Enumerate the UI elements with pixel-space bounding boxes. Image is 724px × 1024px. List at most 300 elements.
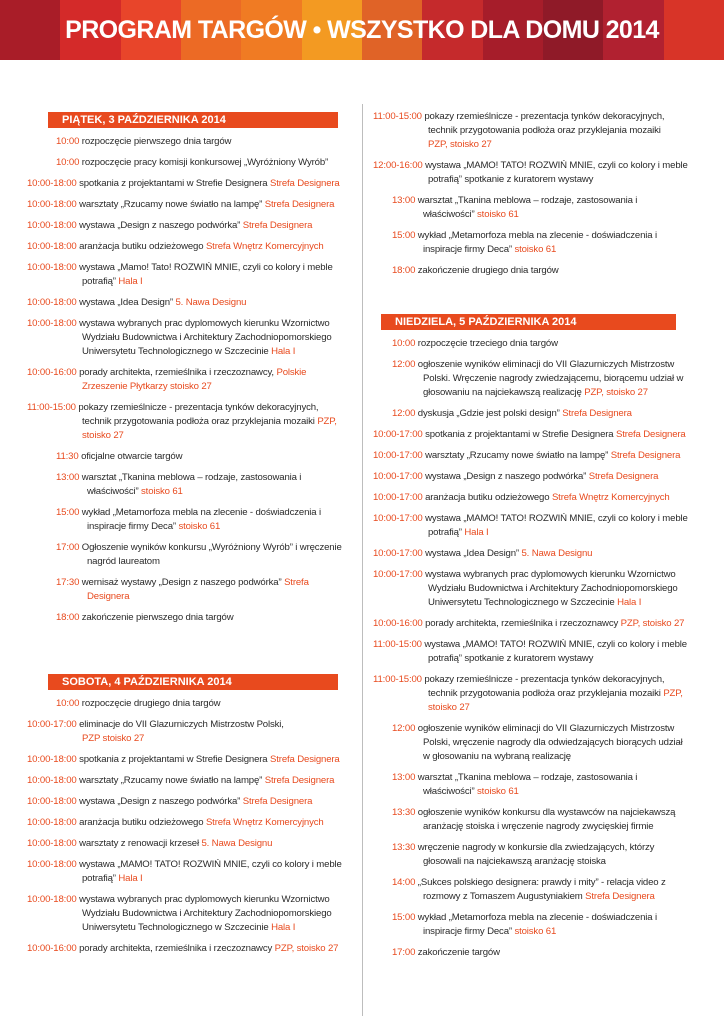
schedule-entry: [56, 156, 328, 170]
entry-text: rozmowy z Tomaszem Augustyniakiem: [423, 891, 586, 902]
entry-time: 10:00-17:00: [373, 569, 423, 580]
schedule-entry: [56, 506, 321, 534]
day-title: SOBOTA, 4 PAŹDZIERNIKA 2014: [62, 676, 232, 688]
location-label: Hala I: [118, 873, 143, 884]
schedule-entry: [56, 541, 342, 569]
schedule-entry: [392, 264, 559, 278]
entry-text: technik przygotowania podłoża oraz przyklejania mozaiki: [82, 416, 318, 427]
entry-time: 11:00-15:00: [373, 674, 422, 685]
entry-text: inspiracje firmy Deca”: [423, 926, 515, 937]
schedule-entry: [392, 407, 632, 421]
entry-text: zakończenie targów: [417, 947, 500, 958]
entry-line: [27, 816, 324, 830]
entry-time: 10:00-18:00: [27, 775, 77, 786]
entry-text: Wydziału Budownictwa i Architektury Zachodniopomorskiego: [82, 908, 332, 919]
entry-line: [27, 753, 340, 767]
location-label: PZP, stoisko 27: [274, 943, 339, 954]
entry-time: 10:00: [56, 136, 80, 147]
entry-text: wystawa wybranych prac dyplomowych kierunku Wzornictwo: [425, 569, 676, 580]
entry-line: [56, 471, 301, 485]
location-label: Hala I: [464, 527, 489, 538]
entry-line: [392, 785, 637, 799]
entry-text: ogłoszenie wyników konkursu dla wystawców na najciekawszą: [417, 807, 676, 818]
entry-text: wystawa wybranych prac dyplomowych kierunku Wzornictwo: [79, 318, 330, 329]
schedule-entry: [27, 942, 338, 956]
entry-line: [27, 942, 338, 956]
entry-line: [392, 358, 683, 372]
schedule-entry: [56, 611, 233, 625]
entry-text: Wydziału Budownictwa i Architektury Zachodniopomorskiego: [82, 332, 332, 343]
entry-time: 12:00-16:00: [373, 160, 423, 171]
entry-text: „Sukces polskiego designera: prawdy i mity” - relacja video z: [417, 877, 666, 888]
schedule-entry: [27, 261, 333, 289]
location-label: Hala I: [271, 346, 296, 357]
entry-line: [56, 697, 220, 711]
entry-time: 13:00: [392, 195, 416, 206]
entry-line: [27, 415, 337, 429]
location-label: PZP,: [317, 416, 337, 427]
entry-time: 11:00-15:00: [27, 402, 76, 413]
entry-line: [392, 890, 666, 904]
entry-line: [373, 701, 683, 715]
entry-line: [27, 837, 272, 851]
entry-time: 10:00-16:00: [27, 367, 77, 378]
schedule-entry: [27, 177, 340, 191]
entry-line: [392, 911, 657, 925]
schedule-entry: [392, 722, 683, 764]
entry-line: [56, 576, 309, 590]
entry-text: wykład „Metamorfoza mebla na zlecenie - doświadczenia i: [417, 912, 657, 923]
entry-line: [373, 491, 670, 505]
location-label: Strefa Designera: [270, 178, 340, 189]
location-label: Strefa Wnętrz Komercyjnych: [205, 817, 324, 828]
entry-text: rozpoczęcie drugiego dnia targów: [81, 698, 221, 709]
entry-line: [27, 296, 246, 310]
entry-line: [27, 893, 332, 907]
schedule-entry: [373, 449, 680, 463]
entry-time: 13:30: [392, 807, 416, 818]
entry-text: Polski. Wręczenie nagrody zwiedzającemu, biorącemu udział w: [423, 373, 684, 384]
schedule-entry: [373, 512, 688, 540]
entry-text: warsztaty „Rzucamy nowe światło na lampę”: [425, 450, 611, 461]
day-header-saturday: [48, 674, 338, 690]
entry-time: 17:30: [56, 577, 80, 588]
entry-text: porady architekta, rzemieślnika i rzeczoznawcy: [79, 943, 275, 954]
entry-line: [27, 240, 324, 254]
entry-text: właściwości”: [423, 209, 478, 220]
entry-text: głosowaniu na najciekawszą realizację: [423, 387, 585, 398]
entry-line: [373, 547, 592, 561]
entry-time: 10:00-18:00: [27, 178, 77, 189]
entry-text: inspiracje firmy Deca”: [87, 521, 179, 532]
entry-text: potrafią”: [428, 527, 465, 538]
entry-text: warsztaty „Rzucamy nowe światło na lampę”: [79, 775, 265, 786]
entry-line: [27, 331, 332, 345]
entry-line: [373, 638, 687, 652]
entry-time: 17:00: [56, 542, 80, 553]
entry-line: [27, 345, 332, 359]
entry-line: [27, 177, 340, 191]
location-label: stoisko 61: [141, 486, 183, 497]
entry-text: właściwości”: [87, 486, 142, 497]
entry-text: aranżację stoiska i wręczenie nagrody zwycięskiej firmie: [423, 821, 654, 832]
entry-time: 10:00-18:00: [27, 754, 77, 765]
schedule-entry: [56, 450, 182, 464]
entry-line: [373, 110, 664, 124]
entry-line: [373, 159, 688, 173]
entry-text: pokazy rzemieślnicze - prezentacja tynków dekoracyjnych,: [78, 402, 319, 413]
entry-line: [27, 317, 332, 331]
entry-time: 13:00: [392, 772, 416, 783]
location-label: Strefa Wnętrz Komercyjnych: [551, 492, 670, 503]
schedule-entry: [373, 638, 687, 666]
schedule-entry: [373, 547, 592, 561]
location-label: 5. Nawa Designu: [521, 548, 593, 559]
entry-line: [27, 429, 337, 443]
entry-line: [392, 243, 657, 257]
entry-time: 10:00-18:00: [27, 220, 77, 231]
location-label: Strefa Designera: [585, 891, 655, 902]
location-label: PZP stoisko 27: [82, 733, 145, 744]
entry-line: [27, 219, 312, 233]
entry-line: [392, 820, 675, 834]
entry-text: wykład „Metamorfoza mebla na zlecenie - doświadczenia i: [81, 507, 321, 518]
schedule-entry: [373, 470, 658, 484]
entry-text: technik przygotowania podłoża oraz przyklejania mozaiki: [428, 125, 661, 136]
location-label: stoisko 61: [514, 244, 557, 255]
entry-line: [373, 673, 683, 687]
location-label: Strefa Designera: [264, 199, 335, 210]
entry-text: potrafią” spotkanie z kuratorem wystawy: [428, 653, 594, 664]
schedule-entry: [27, 219, 312, 233]
location-label: Strefa: [284, 577, 309, 588]
schedule-entry: [27, 198, 334, 212]
entry-line: [27, 795, 312, 809]
entry-line: [373, 596, 678, 610]
entry-line: [392, 194, 637, 208]
schedule-entry: [392, 229, 657, 257]
entry-text: warsztaty z renowacji krzeseł: [79, 838, 202, 849]
entry-time: 10:00-18:00: [27, 318, 77, 329]
entry-text: porady architekta, rzemieślnika i rzeczoznawcy,: [79, 367, 277, 378]
entry-text: wystawa „MAMO! TATO! ROZWIŃ MNIE, czyli co kolory i meble: [424, 639, 687, 650]
entry-line: [392, 372, 683, 386]
entry-line: [373, 512, 688, 526]
entry-text: rozpoczęcie pracy komisji konkursowej „Wyróżniony Wyrób”: [81, 157, 329, 168]
schedule-entry: [392, 337, 558, 351]
entry-line: [56, 590, 309, 604]
schedule-entry: [392, 194, 637, 222]
location-label: stoisko 61: [477, 209, 519, 220]
entry-text: pokazy rzemieślnicze - prezentacja tynków dekoracyjnych,: [424, 674, 665, 685]
schedule-entry: [56, 471, 301, 499]
schedule-entry: [373, 491, 670, 505]
location-label: Polskie: [276, 367, 307, 378]
entry-text: wystawa „Idea Design”: [425, 548, 522, 559]
location-label: Strefa Designera: [610, 450, 681, 461]
entry-time: 10:00-17:00: [373, 548, 423, 559]
schedule-entry: [392, 876, 666, 904]
entry-time: 15:00: [392, 230, 416, 241]
entry-line: [392, 841, 654, 855]
schedule-entry: [56, 576, 309, 604]
schedule-entry: [27, 366, 306, 394]
location-label: Zrzeszenie Płytkarzy stoisko 27: [82, 381, 212, 392]
entry-time: 10:00-18:00: [27, 199, 77, 210]
entry-text: wystawa „MAMO! TATO! ROZWIŃ MNIE, czyli co kolory i meble: [425, 513, 688, 524]
location-label: Strefa Designera: [242, 796, 313, 807]
entry-time: 11:00-15:00: [373, 639, 422, 650]
entry-time: 10:00-18:00: [27, 838, 77, 849]
entry-text: w głosowaniu na wybraną realizację: [423, 751, 571, 762]
entry-line: [392, 806, 675, 820]
schedule-entry: [392, 946, 500, 960]
entry-text: aranżacja butiku odzieżowego: [79, 817, 206, 828]
schedule-entry: [373, 159, 688, 187]
location-label: Hala I: [617, 597, 642, 608]
location-label: PZP, stoisko 27: [584, 387, 648, 398]
location-label: Hala I: [118, 276, 143, 287]
entry-time: 10:00-17:00: [373, 492, 423, 503]
entry-text: Uniwersytetu Technologicznego w Szczecinie: [82, 346, 272, 357]
location-label: 5. Nawa Designu: [201, 838, 273, 849]
entry-text: wystawa „Mamo! Tato! ROZWIŃ MNIE, czyli co kolory i meble: [79, 262, 333, 273]
entry-time: 13:00: [56, 472, 80, 483]
location-label: Strefa Designera: [242, 220, 313, 231]
entry-line: [27, 261, 333, 275]
entry-line: [392, 736, 683, 750]
entry-text: wernisaż wystawy „Design z naszego podwórka”: [81, 577, 285, 588]
entry-text: właściwości”: [423, 786, 478, 797]
entry-time: 10:00: [56, 698, 80, 709]
entry-time: 10:00-18:00: [27, 262, 77, 273]
schedule-entry: [56, 697, 220, 711]
entry-time: 15:00: [392, 912, 416, 923]
schedule-entry: [392, 841, 654, 869]
entry-line: [27, 380, 306, 394]
entry-line: [392, 855, 654, 869]
schedule-entry: [392, 911, 657, 939]
location-label: Hala I: [271, 922, 296, 933]
entry-time: 10:00-17:00: [27, 719, 77, 730]
entry-line: [27, 366, 306, 380]
entry-text: dyskusja „Gdzie jest polski design”: [417, 408, 563, 419]
entry-text: wystawa „Design z naszego podwórka”: [425, 471, 589, 482]
entry-text: Uniwersytetu Technologicznego w Szczecinie: [82, 922, 272, 933]
entry-time: 10:00-18:00: [27, 894, 77, 905]
day-header-friday: [48, 112, 338, 128]
entry-time: 12:00: [392, 723, 416, 734]
entry-line: [392, 229, 657, 243]
entry-time: 10:00-17:00: [373, 513, 423, 524]
column-divider: [362, 104, 363, 1016]
entry-text: wystawa „MAMO! TATO! ROZWIŃ MNIE, czyli co kolory i meble: [425, 160, 688, 171]
entry-text: Ogłoszenie wyników konkursu „Wyróżniony Wyrób” i wręczenie: [81, 542, 342, 553]
entry-line: [27, 732, 284, 746]
entry-time: 10:00-18:00: [27, 817, 77, 828]
entry-text: warsztat „Tkanina meblowa – rodzaje, zastosowania i: [417, 772, 638, 783]
entry-text: pokazy rzemieślnicze - prezentacja tynków dekoracyjnych,: [424, 111, 665, 122]
entry-time: 18:00: [56, 612, 80, 623]
location-label: Designera: [87, 591, 130, 602]
entry-time: 10:00-17:00: [373, 471, 423, 482]
entry-text: eliminacje do VII Glazurniczych Mistrzostw Polski,: [79, 719, 284, 730]
entry-text: potrafią” spotkanie z kuratorem wystawy: [428, 174, 594, 185]
schedule-entry: [27, 774, 334, 788]
entry-text: głosowali na najciekawszą aranżację stoiska: [423, 856, 606, 867]
schedule-entry: [27, 401, 337, 443]
entry-line: [392, 771, 637, 785]
schedule-entry: [27, 753, 340, 767]
day-header-sunday: [381, 314, 676, 330]
schedule-entry: [392, 771, 637, 799]
entry-text: wystawa „Design z naszego podwórka”: [79, 220, 243, 231]
entry-text: oficjalne otwarcie targów: [81, 451, 183, 462]
entry-line: [373, 449, 680, 463]
entry-time: 10:00-17:00: [373, 429, 423, 440]
entry-line: [27, 198, 334, 212]
entry-line: [373, 617, 684, 631]
location-label: PZP, stoisko 27: [620, 618, 685, 629]
entry-time: 18:00: [392, 265, 416, 276]
entry-text: spotkania z projektantami w Strefie Designera: [425, 429, 617, 440]
entry-time: 15:00: [56, 507, 80, 518]
schedule-entry: [373, 617, 684, 631]
entry-line: [392, 386, 683, 400]
entry-text: ogłoszenie wyników eliminacji do VII Glazurniczych Mistrzostw: [417, 359, 675, 370]
entry-text: Wydziału Budownictwa i Architektury Zachodniopomorskiego: [428, 583, 678, 594]
entry-time: 11:30: [56, 451, 79, 462]
entry-line: [373, 138, 664, 152]
entry-line: [56, 485, 301, 499]
entry-text: ogłoszenie wyników eliminacji do VII Glazurniczych Mistrzostw: [417, 723, 675, 734]
entry-time: 11:00-15:00: [373, 111, 422, 122]
entry-time: 12:00: [392, 408, 416, 419]
entry-line: [27, 275, 333, 289]
schedule-entry: [392, 358, 683, 400]
entry-time: 10:00-16:00: [373, 618, 423, 629]
location-label: Strefa Designera: [588, 471, 659, 482]
entry-text: spotkania z projektantami w Strefie Designera: [79, 178, 271, 189]
location-label: stoisko 27: [428, 702, 470, 713]
entry-line: [56, 506, 321, 520]
entry-text: aranżacja butiku odzieżowego: [79, 241, 206, 252]
schedule-entry: [27, 317, 332, 359]
entry-text: porady architekta, rzemieślnika i rzeczoznawcy: [425, 618, 621, 629]
entry-text: warsztat „Tkanina meblowa – rodzaje, zastosowania i: [417, 195, 638, 206]
entry-line: [56, 541, 342, 555]
entry-time: 13:30: [392, 842, 416, 853]
entry-text: wręczenie nagrody w konkursie dla zwiedzających, którzy: [417, 842, 655, 853]
entry-line: [392, 407, 632, 421]
schedule-entry: [373, 428, 686, 442]
schedule-entry: [373, 568, 678, 610]
entry-line: [27, 401, 337, 415]
entry-time: 14:00: [392, 877, 416, 888]
entry-text: rozpoczęcie pierwszego dnia targów: [81, 136, 232, 147]
entry-time: 10:00-18:00: [27, 796, 77, 807]
entry-line: [27, 921, 332, 935]
entry-text: potrafią”: [82, 873, 119, 884]
entry-time: 12:00: [392, 359, 416, 370]
entry-time: 17:00: [392, 947, 416, 958]
entry-text: Polski, wręczenie nagrody dla odwiedzających biorących udział: [423, 737, 683, 748]
entry-line: [56, 156, 328, 170]
entry-line: [392, 750, 683, 764]
entry-line: [373, 124, 664, 138]
schedule-entry: [27, 240, 324, 254]
entry-line: [392, 264, 559, 278]
location-label: Strefa Designera: [264, 775, 335, 786]
entry-line: [373, 652, 687, 666]
entry-line: [373, 470, 658, 484]
day-title: NIEDZIELA, 5 PAŹDZIERNIKA 2014: [395, 316, 577, 328]
location-label: stoisko 61: [477, 786, 519, 797]
entry-text: spotkania z projektantami w Strefie Designera: [79, 754, 271, 765]
page-title: PROGRAM TARGÓW • WSZYSTKO DLA DOMU 2014: [65, 15, 659, 44]
entry-time: 10:00-16:00: [27, 943, 77, 954]
entry-line: [373, 687, 683, 701]
location-label: PZP, stoisko 27: [428, 139, 492, 150]
location-label: PZP,: [663, 688, 683, 699]
entry-line: [373, 582, 678, 596]
entry-time: 10:00-18:00: [27, 859, 77, 870]
entry-line: [56, 520, 321, 534]
entry-line: [27, 774, 334, 788]
schedule-entry: [27, 296, 246, 310]
entry-line: [373, 428, 686, 442]
entry-text: wystawa „Design z naszego podwórka”: [79, 796, 243, 807]
location-label: stoisko 61: [178, 521, 221, 532]
entry-line: [27, 907, 332, 921]
entry-time: 10:00: [392, 338, 416, 349]
entry-line: [56, 555, 342, 569]
location-label: stoisko 61: [514, 926, 557, 937]
schedule-entry: [392, 806, 675, 834]
entry-line: [392, 722, 683, 736]
entry-line: [56, 611, 233, 625]
schedule-entry: [27, 718, 284, 746]
entry-text: warsztat „Tkanina meblowa – rodzaje, zastosowania i: [81, 472, 302, 483]
location-label: Strefa Designera: [562, 408, 632, 419]
entry-text: rozpoczęcie trzeciego dnia targów: [417, 338, 558, 349]
entry-text: wystawa „MAMO! TATO! ROZWIŃ MNIE, czyli co kolory i meble: [79, 859, 342, 870]
location-label: 5. Nawa Designu: [175, 297, 247, 308]
entry-line: [373, 526, 688, 540]
entry-text: wystawa wybranych prac dyplomowych kierunku Wzornictwo: [79, 894, 330, 905]
schedule-entry: [27, 858, 342, 886]
entry-line: [392, 208, 637, 222]
schedule-entry: [373, 110, 664, 152]
entry-time: 10:00-18:00: [27, 297, 77, 308]
entry-text: wystawa „Idea Design”: [79, 297, 176, 308]
entry-text: technik przygotowania podłoża oraz przyklejania mozaiki: [428, 688, 664, 699]
entry-line: [373, 568, 678, 582]
schedule-entry: [27, 816, 324, 830]
entry-text: potrafią”: [82, 276, 119, 287]
entry-time: 10:00-17:00: [373, 450, 423, 461]
entry-line: [56, 135, 231, 149]
entry-line: [27, 872, 342, 886]
entry-text: zakończenie drugiego dnia targów: [417, 265, 559, 276]
entry-text: zakończenie pierwszego dnia targów: [81, 612, 234, 623]
entry-line: [392, 946, 500, 960]
schedule-entry: [27, 795, 312, 809]
entry-text: Uniwersytetu Technologicznego w Szczecinie: [428, 597, 618, 608]
entry-text: warsztaty „Rzucamy nowe światło na lampę”: [79, 199, 265, 210]
entry-time: 10:00-18:00: [27, 241, 77, 252]
entry-text: wykład „Metamorfoza mebla na zlecenie - doświadczenia i: [417, 230, 657, 241]
